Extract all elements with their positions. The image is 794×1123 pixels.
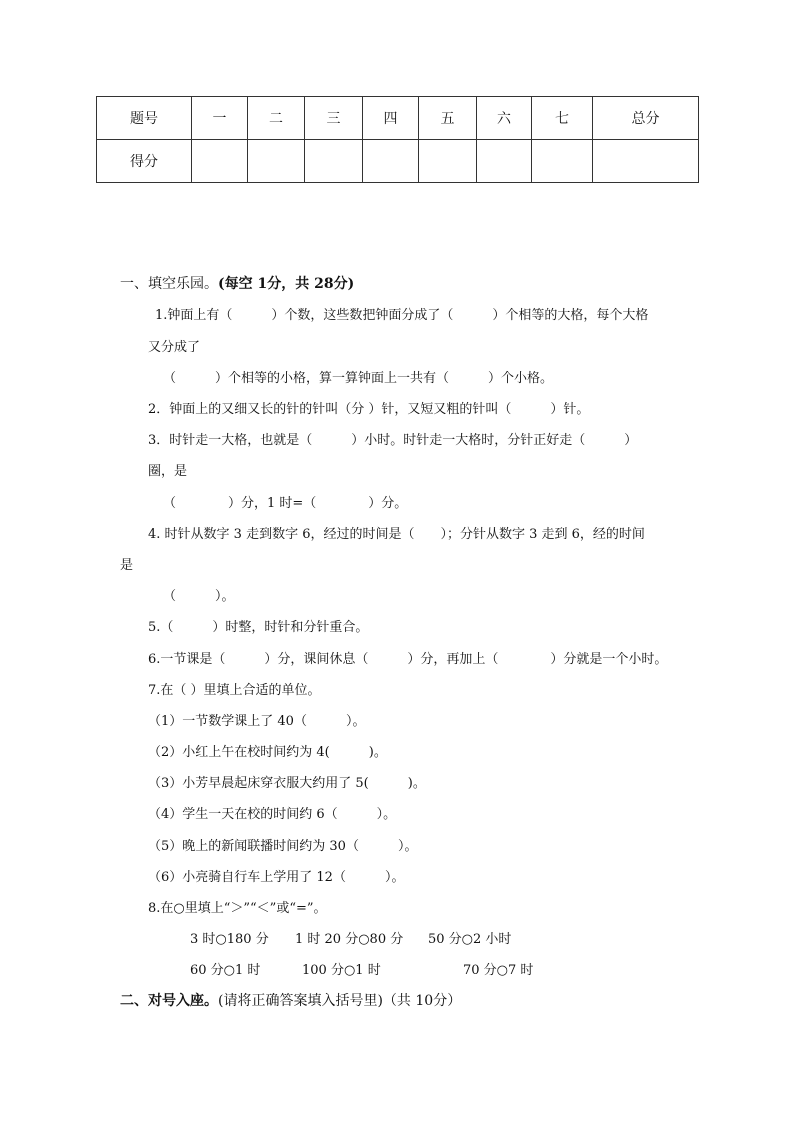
q7-item-2: （2）小红上午在校时间约为 4( )。: [148, 745, 387, 760]
q8-r1-b: 1 时 20 分○80 分: [295, 932, 404, 947]
q6: 6.一节课是（ ）分，课间休息（ ）分，再加上（ ）分就是一个小时。: [148, 652, 668, 667]
section2-heading: [120, 990, 461, 1010]
q8-title: 8.在○里填上“＞”“＜”或“=”。: [148, 901, 327, 916]
q8-r2-a: 60 分○1 时: [190, 963, 261, 978]
section2-note: (请将正确答案填入括号里)（共 10分）: [218, 993, 462, 1009]
q8-r1-c: 50 分○2 小时: [428, 932, 512, 947]
section1-note: (每空 1分，共 28分): [218, 276, 355, 292]
score-cell-5[interactable]: [419, 140, 477, 183]
q7-item-4: （4）学生一天在校的时间约 6（ ）。: [148, 807, 397, 822]
q7-item-6: （6）小亮骑自行车上学用了 12（ ）。: [148, 870, 405, 885]
q7-title: 7.在（ ）里填上合适的单位。: [148, 683, 321, 698]
score-cell-total[interactable]: [593, 140, 699, 183]
q8-r2-c: 70 分○7 时: [463, 963, 534, 978]
score-cell-4[interactable]: [363, 140, 419, 183]
header-cell-1: 一: [192, 97, 248, 140]
q1-line2: 又分成了: [148, 340, 201, 355]
q3-line2: 圈，是: [148, 464, 188, 479]
header-cell-2: 二: [248, 97, 305, 140]
q4-line1: 4. 时针从数字 3 走到数字 6，经过的时间是（ ）；分针从数字 3 走到 6，经的时间: [148, 527, 645, 542]
score-cell-6[interactable]: [477, 140, 532, 183]
score-table-header-row: [97, 97, 699, 140]
header-cell-6: 六: [477, 97, 532, 140]
header-cell-7: 七: [532, 97, 593, 140]
q4-line3: （ ）。: [163, 589, 235, 604]
q7-item-3: （3）小芳早晨起床穿衣服大约用了 5( )。: [148, 776, 426, 791]
q5: 5.（ ）时整，时针和分针重合。: [148, 620, 369, 635]
q8-r2-b: 100 分○1 时: [302, 963, 381, 978]
score-cell-3[interactable]: [305, 140, 363, 183]
section2-title: 二、对号入座。: [120, 993, 218, 1009]
header-cell-3: 三: [305, 97, 363, 140]
q7-item-1: （1）一节数学课上了 40（ ）。: [148, 714, 366, 729]
header-cell-label: 题号: [97, 97, 192, 140]
score-row-label: 得分: [97, 140, 192, 183]
score-cell-2[interactable]: [248, 140, 305, 183]
score-table: [96, 96, 699, 183]
header-cell-total: 总分: [593, 97, 699, 140]
q7-item-5: （5）晚上的新闻联播时间约为 30（ ）。: [148, 839, 418, 854]
score-cell-7[interactable]: [532, 140, 593, 183]
q2: 2．钟面上的又细又长的针的针叫（分 ）针，又短又粗的针叫（ ）针。: [148, 402, 590, 417]
q3-line3: （ ）分，1 时=（ ）分。: [163, 496, 408, 511]
header-cell-5: 五: [419, 97, 477, 140]
q1-line1: 1.钟面上有（ ）个数，这些数把钟面分成了（ ）个相等的大格，每个大格: [155, 308, 649, 323]
q3-line1: 3．时针走一大格，也就是（ ）小时。时针走一大格时，分针正好走（ ）: [148, 433, 638, 448]
q1-line3: （ ）个相等的小格，算一算钟面上一共有（ ）个小格。: [163, 371, 554, 386]
section1-title: 一、填空乐园。: [120, 276, 218, 292]
section1-heading: [120, 273, 354, 293]
score-table-score-row: [97, 140, 699, 183]
score-cell-1[interactable]: [192, 140, 248, 183]
q4-line2: 是: [120, 558, 134, 573]
header-cell-4: 四: [363, 97, 419, 140]
q8-r1-a: 3 时○180 分: [190, 932, 269, 947]
